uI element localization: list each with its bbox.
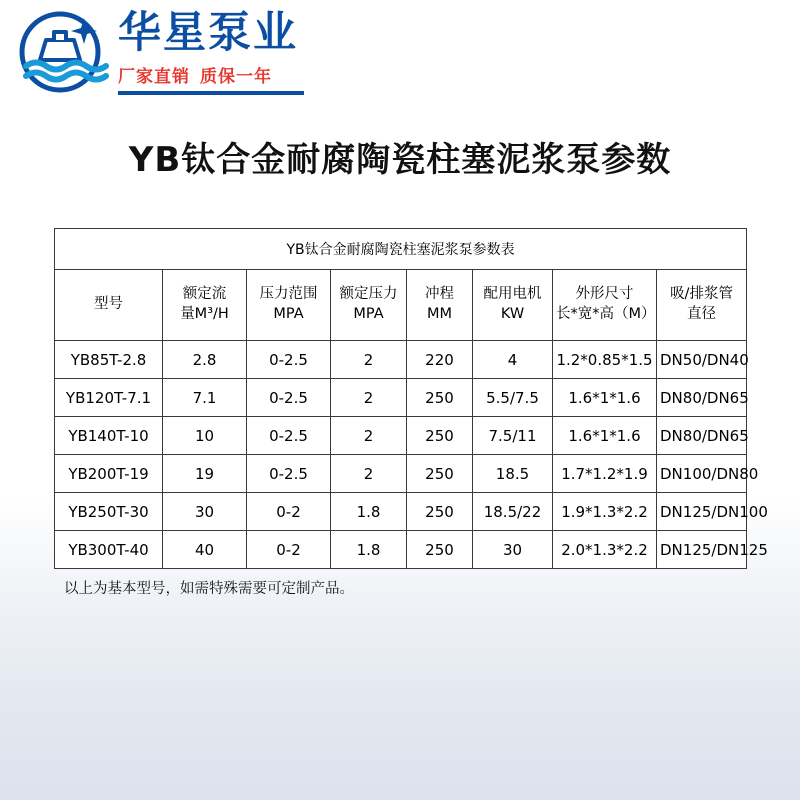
spec-table xyxy=(54,228,768,569)
cell-motor: 5.5/7.5 xyxy=(473,379,553,417)
cell-motor: 18.5 xyxy=(473,455,553,493)
cell-pressure-range: 0-2 xyxy=(247,531,331,569)
cell-dimensions: 2.0*1.3*2.2 xyxy=(553,531,657,569)
cell-model: YB300T-40 xyxy=(55,531,163,569)
cell-rated-pressure: 1.8 xyxy=(331,531,407,569)
cell-rated-pressure: 2 xyxy=(331,455,407,493)
cell-dimensions: 1.7*1.2*1.9 xyxy=(553,455,657,493)
brand-tagline xyxy=(118,62,304,87)
cell-rated-pressure: 1.8 xyxy=(331,493,407,531)
tagline-right: 质保一年 xyxy=(200,67,272,88)
cell-model: YB120T-7.1 xyxy=(55,379,163,417)
cell-rated-pressure: 2 xyxy=(331,417,407,455)
cell-motor: 4 xyxy=(473,341,553,379)
cell-flow: 7.1 xyxy=(163,379,247,417)
column-header-pipe-diameter: 吸/排浆管 直径 xyxy=(657,270,747,341)
brand-name: 华星泵业 xyxy=(118,7,298,58)
table-row xyxy=(55,455,747,493)
column-header-motor: 配用电机 KW xyxy=(473,270,553,341)
cell-dimensions: 1.9*1.3*2.2 xyxy=(553,493,657,531)
spec-table-wrap xyxy=(54,228,768,598)
table-row xyxy=(55,531,747,569)
page-title: YB钛合金耐腐陶瓷柱塞泥浆泵参数 xyxy=(128,140,672,180)
cell-flow: 30 xyxy=(163,493,247,531)
cell-motor: 30 xyxy=(473,531,553,569)
cell-pipe-diameter: DN125/DN125 xyxy=(657,531,747,569)
cell-flow: 19 xyxy=(163,455,247,493)
table-caption-row xyxy=(55,229,747,270)
table-header-row xyxy=(55,270,747,341)
cell-pipe-diameter: DN125/DN100 xyxy=(657,493,747,531)
table-row xyxy=(55,341,747,379)
cell-model: YB140T-10 xyxy=(55,417,163,455)
cell-stroke: 220 xyxy=(407,341,473,379)
cell-model: YB85T-2.8 xyxy=(55,341,163,379)
cell-pressure-range: 0-2.5 xyxy=(247,379,331,417)
cell-motor: 7.5/11 xyxy=(473,417,553,455)
cell-stroke: 250 xyxy=(407,455,473,493)
cell-pipe-diameter: DN80/DN65 xyxy=(657,417,747,455)
cell-stroke: 250 xyxy=(407,531,473,569)
column-header-model: 型号 xyxy=(55,270,163,341)
cell-pressure-range: 0-2 xyxy=(247,493,331,531)
cell-pipe-diameter: DN80/DN65 xyxy=(657,379,747,417)
cell-dimensions: 1.6*1*1.6 xyxy=(553,417,657,455)
cell-stroke: 250 xyxy=(407,379,473,417)
company-logo-icon xyxy=(14,10,110,96)
column-header-rated-pressure: 额定压力 MPA xyxy=(331,270,407,341)
table-note: 以上为基本型号，如需特殊需要可定制产品。 xyxy=(64,581,354,597)
cell-model: YB200T-19 xyxy=(55,455,163,493)
cell-pressure-range: 0-2.5 xyxy=(247,341,331,379)
tagline-left: 厂家直销 xyxy=(118,67,190,88)
cell-model: YB250T-30 xyxy=(55,493,163,531)
brand-underline xyxy=(118,91,304,95)
table-row xyxy=(55,417,747,455)
table-row xyxy=(55,493,747,531)
column-header-dimensions: 外形尺寸 长*宽*高（M） xyxy=(553,270,657,341)
column-header-pressure-range: 压力范围 MPA xyxy=(247,270,331,341)
cell-pressure-range: 0-2.5 xyxy=(247,455,331,493)
cell-flow: 40 xyxy=(163,531,247,569)
table-row xyxy=(55,379,747,417)
cell-flow: 2.8 xyxy=(163,341,247,379)
cell-pipe-diameter: DN100/DN80 xyxy=(657,455,747,493)
cell-stroke: 250 xyxy=(407,417,473,455)
cell-rated-pressure: 2 xyxy=(331,341,407,379)
brand-header xyxy=(14,7,304,96)
cell-rated-pressure: 2 xyxy=(331,379,407,417)
cell-pressure-range: 0-2.5 xyxy=(247,417,331,455)
cell-dimensions: 1.2*0.85*1.5 xyxy=(553,341,657,379)
column-header-stroke: 冲程 MM xyxy=(407,270,473,341)
cell-motor: 18.5/22 xyxy=(473,493,553,531)
brand-text-block xyxy=(118,7,304,95)
cell-flow: 10 xyxy=(163,417,247,455)
table-caption: YB钛合金耐腐陶瓷柱塞泥浆泵参数表 xyxy=(55,229,747,270)
cell-stroke: 250 xyxy=(407,493,473,531)
cell-dimensions: 1.6*1*1.6 xyxy=(553,379,657,417)
cell-pipe-diameter: DN50/DN40 xyxy=(657,341,747,379)
column-header-rated-flow: 额定流 量M³/H xyxy=(163,270,247,341)
